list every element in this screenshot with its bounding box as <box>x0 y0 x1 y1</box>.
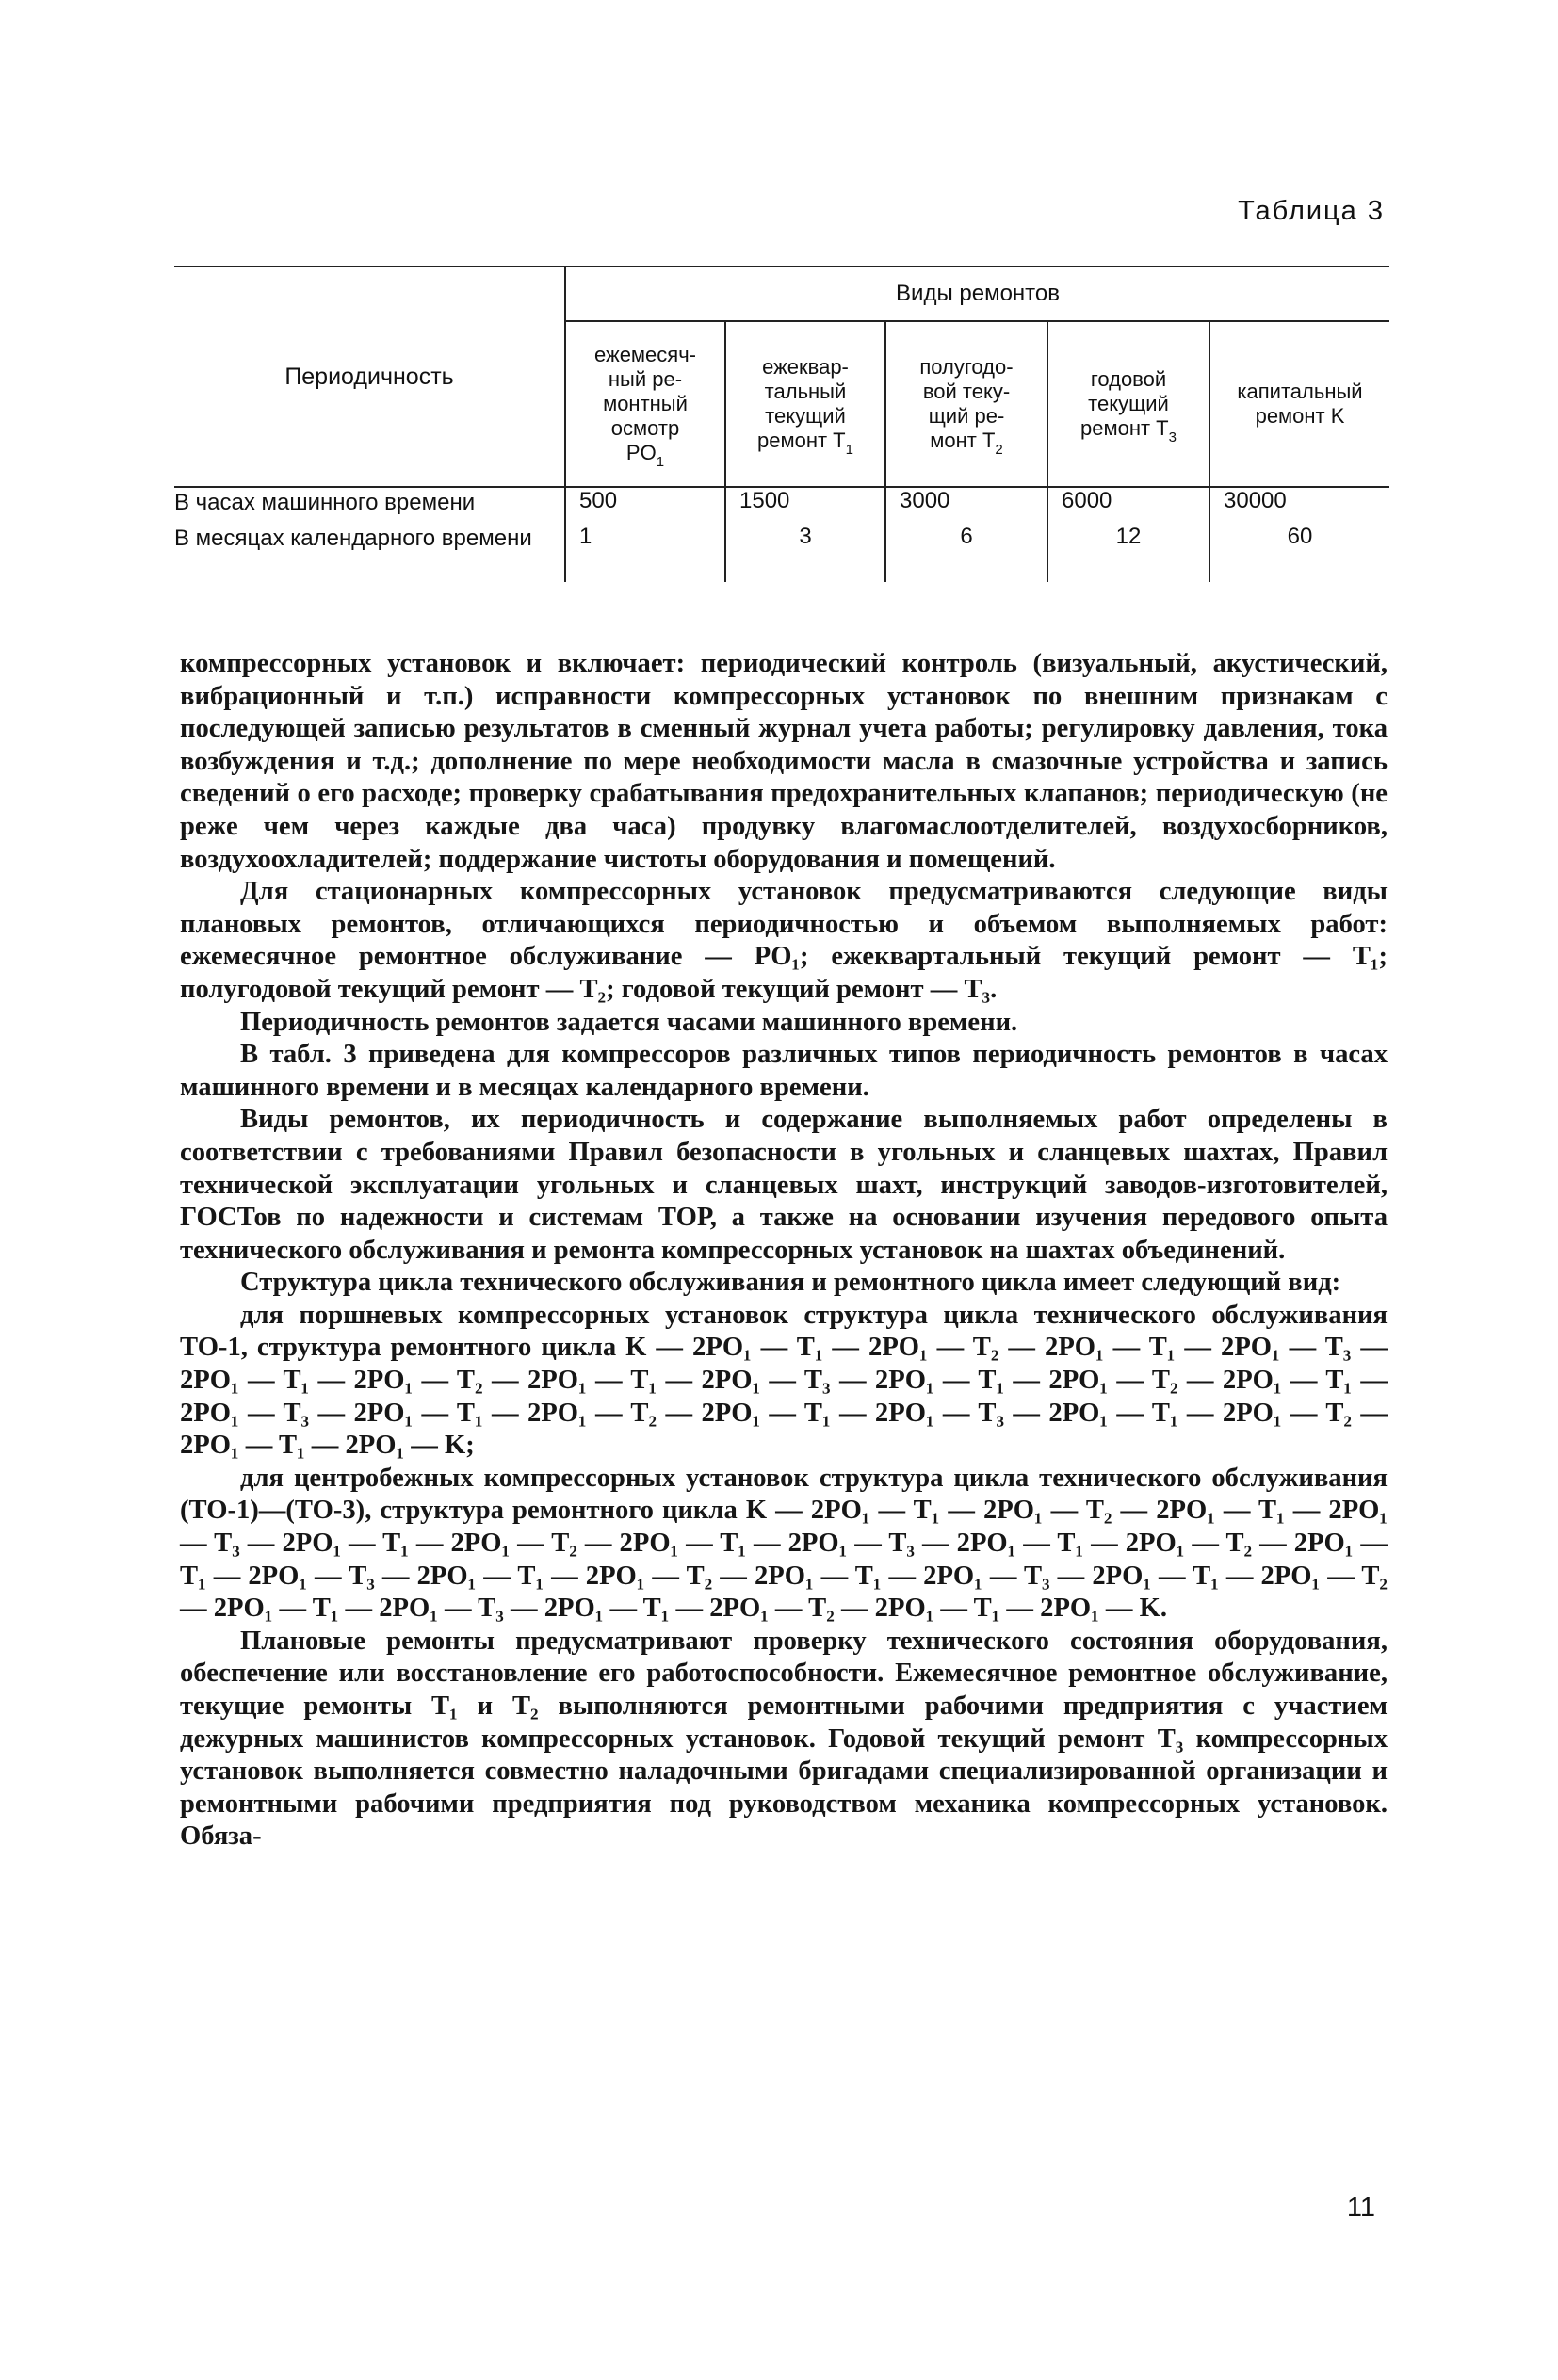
paragraph: В табл. 3 приведена для компрессоров различных типов периодичность ремонтов в часах машинного времени и в месяцах календарного времени. <box>180 1040 1388 1102</box>
column-header-t3: годовой текущий ремонт $T_3$ <box>1047 321 1209 487</box>
table-cell: 1 <box>565 524 725 582</box>
paragraph: Периодичность ремонтов задается часами машинного времени. <box>240 1007 1018 1037</box>
table-cell: 3000 <box>885 487 1047 524</box>
paragraph: Для стационарных компрессорных установок предусматриваются следующие виды плановых ремонтов, отличающихся периодичностью и объемом выполняемых работ: ежемесячное ремонтное обслуживание — PO₁; ежеквартальный текущий ремонт — T₁; полугодовой текущий ремонт — T₂; годовой текущий ремонт — T₃. <box>180 877 1388 1004</box>
table-cell: 12 <box>1047 524 1209 582</box>
group-header-repair-types: Виды ремонтов <box>565 267 1389 321</box>
table-cell: 30000 <box>1209 487 1389 524</box>
paragraph: для центробежных компрессорных установок структура цикла технического обслуживания (ТО-1)—(ТО-3), структура ремонтного цикла K — 2PO₁ — T₁ — 2PO₁ — T₂ — 2PO₁ — T₁ — 2PO₁ — T₃ — 2PO₁ — T₁ — 2PO₁ — T₂ — 2PO₁ — T₁ — 2PO₁ — T₃ — 2PO₁ — T₁ — 2PO₁ — T₂ — 2PO₁ — T₁ — 2PO₁ — T₃ — 2PO₁ — T₁ — 2PO₁ — T₂ — 2PO₁ — T₁ — 2PO₁ — T₃ — 2PO₁ — T₁ — 2PO₁ — T₂ — 2PO₁ — T₁ — 2PO₁ — T₃ — 2PO₁ — T₁ — 2PO₁ — T₂ — 2PO₁ — T₁ — 2PO₁ — K. <box>180 1463 1388 1624</box>
table-row <box>174 487 1389 524</box>
row-label: В месяцах календарного времени <box>174 526 532 551</box>
row-header-periodicity: Периодичность <box>174 267 565 487</box>
column-header-t1: ежеквар- тальный текущий ремонт $T_1$ <box>725 321 885 487</box>
table-row <box>174 524 1389 582</box>
repair-periodicity-table <box>174 266 1389 582</box>
table-cell: 3 <box>725 524 885 582</box>
paragraph: Плановые ремонты предусматривают проверку технического состояния оборудования, обеспечение или восстановление его работоспособности. Ежемесячное ремонтное обслуживание, текущие ремонты T₁ и T₂ выполняются ремонтными рабочими предприятия с участием дежурных машинистов компрессорных установок. Годовой текущий ремонт T₃ компрессорных установок выполняется совместно наладочными бригадами специализированной организации и ремонтными рабочими предприятия под руководством механика компрессорных установок. Обяза- <box>180 1626 1388 1852</box>
table-cell: 60 <box>1209 524 1389 582</box>
column-header-t2: полугодо- вой теку- щий ре- монт $T_2$ <box>885 321 1047 487</box>
table-caption: Таблица 3 <box>1238 196 1385 226</box>
paragraph: компрессорных установок и включает: периодический контроль (визуальный, акустический, вибрационный и т.п.) исправности компрессорных установок по внешним признакам с последующей записью результатов в сменный журнал учета работы; регулировку давления, тока возбуждения и т.д.; дополнение по мере необходимости масла в смазочные устройства и запись сведений о его расходе; проверку срабатывания предохранительных клапанов; периодическую (не реже чем через каждые два часа) продувку влагомаслоотделителей, воздухосборников, воздухоохладителей; поддержание чистоты оборудования и помещений. <box>180 649 1388 874</box>
paragraph: для поршневых компрессорных установок структура цикла технического обслуживания ТО-1, структура ремонтного цикла K — 2PO₁ — T₁ — 2PO₁ — T₂ — 2PO₁ — T₁ — 2PO₁ — T₃ — 2PO₁ — T₁ — 2PO₁ — T₂ — 2PO₁ — T₁ — 2PO₁ — T₃ — 2PO₁ — T₁ — 2PO₁ — T₂ — 2PO₁ — T₁ — 2PO₁ — T₃ — 2PO₁ — T₁ — 2PO₁ — T₂ — 2PO₁ — T₁ — 2PO₁ — T₃ — 2PO₁ — T₁ — 2PO₁ — T₂ — 2PO₁ — T₁ — 2PO₁ — K; <box>180 1300 1388 1461</box>
column-header-po1: ежемесяч- ный ре- монтный осмотр $PO_1$ <box>565 321 725 487</box>
body-text <box>180 648 1388 1854</box>
paragraph: Структура цикла технического обслуживания и ремонтного цикла имеет следующий вид: <box>240 1268 1341 1298</box>
row-label: В часах машинного времени <box>174 490 476 515</box>
table-cell: 500 <box>565 487 725 524</box>
column-header-capital-repair: капитальный ремонт K <box>1209 321 1389 487</box>
table-cell: 1500 <box>725 487 885 524</box>
paragraph: Виды ремонтов, их периодичность и содержание выполняемых работ определены в соответствии с требованиями Правил безопасности в угольных и сланцевых шахтах, Правил технической эксплуатации угольных и сланцевых шахт, инструкций заводов-изготовителей, ГОСТов по надежности и системам ТОР, а также на основании изучения передового опыта технического обслуживания и ремонта компрессорных установок на шахтах объединений. <box>180 1105 1388 1265</box>
page-number: 11 <box>1346 2193 1375 2223</box>
table-cell: 6 <box>885 524 1047 582</box>
table-cell: 6000 <box>1047 487 1209 524</box>
